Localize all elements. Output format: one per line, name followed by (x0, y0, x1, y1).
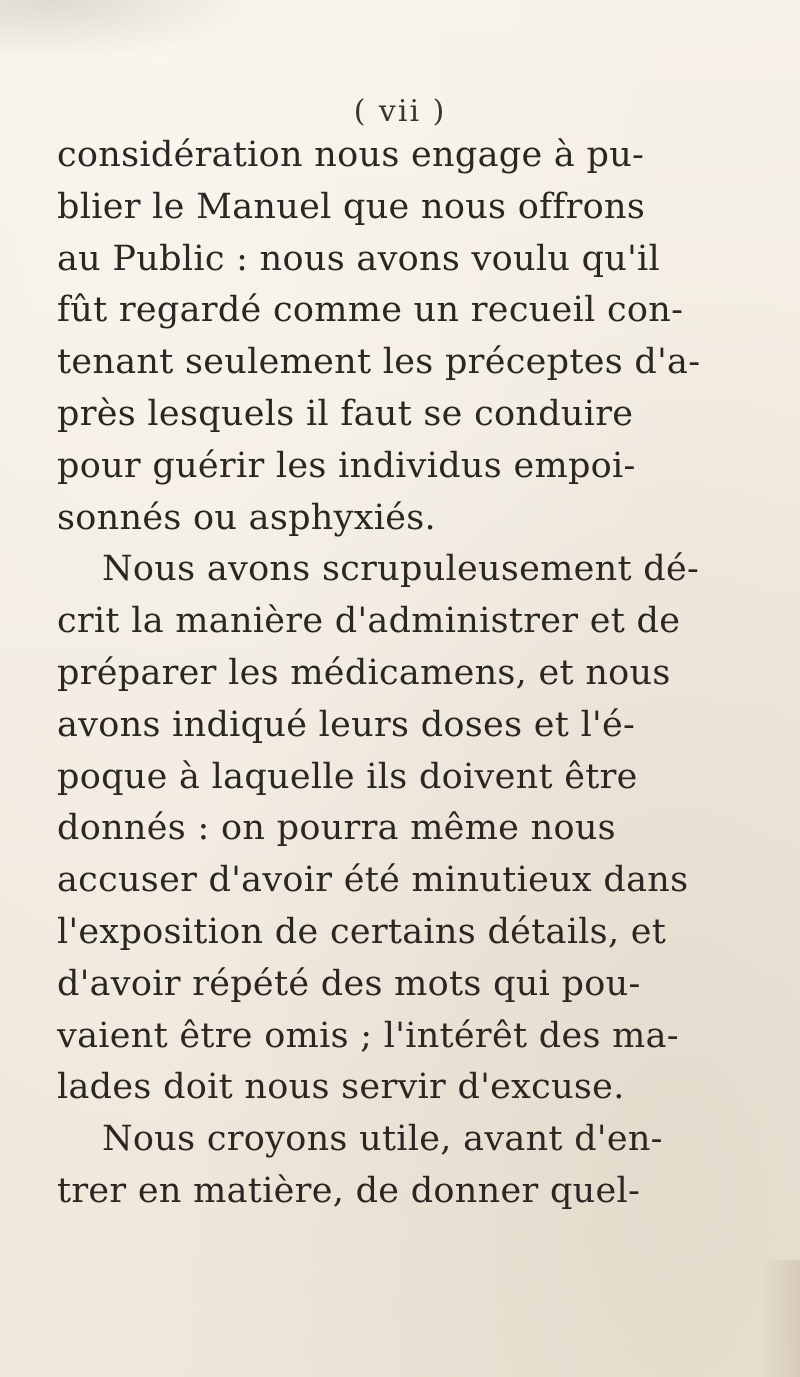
text-line: au Public : nous avons voulu qu'il (57, 238, 661, 279)
body-text (57, 130, 777, 1218)
paper-stain (0, 0, 260, 60)
text-line: blier le Manuel que nous offrons (57, 186, 646, 227)
page-number: ( vii ) (353, 94, 447, 129)
text-line: préparer les médicamens, et nous (57, 652, 671, 693)
text-line: donnés : on pourra même nous (57, 808, 616, 849)
text-line: sonnés ou asphyxiés. (57, 497, 436, 538)
text-line: d'avoir répété des mots qui pou- (57, 963, 641, 1004)
text-line: tenant seulement les préceptes d'a- (57, 342, 701, 383)
text-line: l'exposition de certains détails, et (57, 911, 667, 952)
paragraph-start-line: Nous croyons utile, avant d'en- (102, 1119, 663, 1160)
text-line: crit la manière d'administrer et de (57, 601, 681, 642)
text-line: fût regardé comme un recueil con- (57, 290, 684, 331)
text-line: avons indiqué leurs doses et l'é- (57, 704, 636, 745)
text-line: vaient être omis ; l'intérêt des ma- (57, 1015, 679, 1056)
text-line: considération nous engage à pu- (57, 135, 645, 175)
text-line: poque à laquelle ils doivent être (57, 756, 638, 797)
paragraph-start-line: Nous avons scrupuleusement dé- (102, 549, 700, 590)
text-line: pour guérir les individus empoi- (57, 445, 636, 486)
text-line: trer en matière, de donner quel- (57, 1170, 641, 1211)
paper-edge-stain (760, 1260, 800, 1377)
text-line: accuser d'avoir été minutieux dans (57, 860, 689, 901)
text-line: près lesquels il faut se conduire (57, 393, 634, 434)
text-line: lades doit nous servir d'excuse. (57, 1067, 625, 1108)
